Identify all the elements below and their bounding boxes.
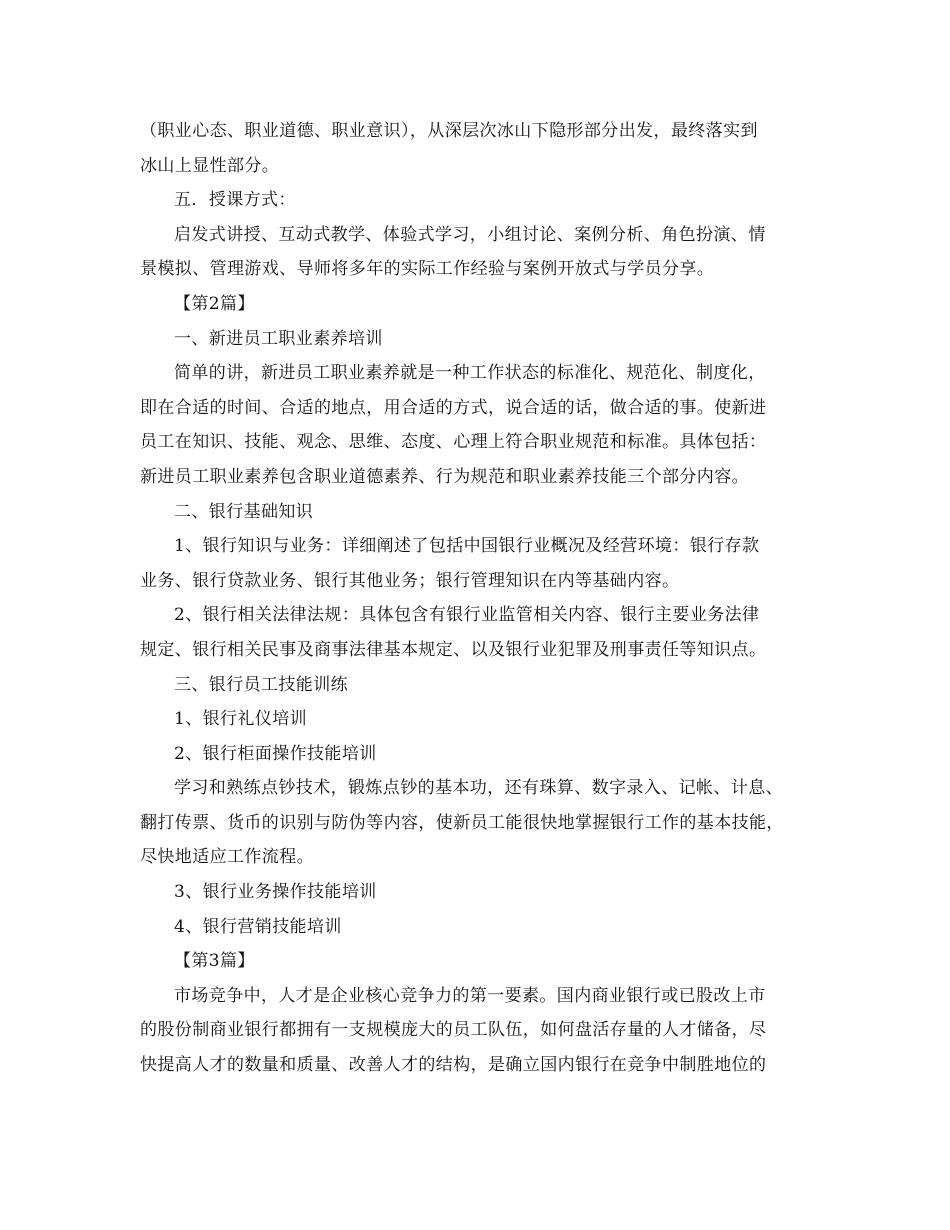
paragraph-line: 快提高人才的数量和质量、改善人才的结构，是确立国内银行在竞争中制胜地位的 (140, 1055, 767, 1076)
paragraph-line: 景模拟、管理游戏、导师将多年的实际工作经验与案例开放式与学员分享。 (140, 259, 715, 280)
paragraph-line: 2、银行相关法律法规：具体包含有银行业监管相关内容、银行主要业务法律 (174, 605, 760, 626)
paragraph-line: 的股份制商业银行都拥有一支规模庞大的员工队伍，如何盘活存量的人才储备，尽 (140, 1020, 767, 1041)
section-marker: 【第3篇】 (174, 951, 255, 972)
section-heading: 五．授课方式： (174, 190, 296, 211)
document-body (140, 114, 830, 1083)
paragraph-line: 简单的讲，新进员工职业素养就是一种工作状态的标准化、规范化、制度化， (174, 363, 766, 384)
paragraph-line: 业务、银行贷款业务、银行其他业务；银行管理知识在内等基础内容。 (140, 570, 680, 591)
paragraph-line: 启发式讲授、互动式教学、体验式学习，小组讨论、案例分析、角色扮演、情 (174, 224, 766, 245)
section-marker: 【第2篇】 (174, 293, 255, 314)
section-heading: 4、银行营销技能培训 (174, 916, 342, 937)
section-heading: 三、银行员工技能训练 (174, 674, 348, 695)
paragraph-line: 尽快地适应工作流程。 (140, 847, 314, 868)
section-heading: 2、银行柜面操作技能培训 (174, 743, 377, 764)
paragraph-line: 学习和熟练点钞技术，锻炼点钞的基本功，还有珠算、数字录入、记帐、计息、 (174, 778, 783, 799)
paragraph-line: 1、银行知识与业务：详细阐述了包括中国银行业概况及经营环境：银行存款 (174, 536, 760, 557)
section-heading: 一、新进员工职业素养培训 (174, 328, 383, 349)
paragraph-line: 市场竞争中，人才是企业核心竞争力的第一要素。国内商业银行或已股改上市 (174, 985, 766, 1006)
paragraph-line: 新进员工职业素养包含职业道德素养、行为规范和职业素养技能三个部分内容。 (140, 466, 749, 487)
paragraph-line: 翻打传票、货币的识别与防伪等内容，使新员工能很快地掌握银行工作的基本技能， (140, 812, 784, 833)
paragraph-line: （职业心态、职业道德、职业意识），从深层次冰山下隐形部分出发，最终落实到 (140, 121, 758, 141)
paragraph-line: 即在合适的时间、合适的地点，用合适的方式，说合适的话，做合适的事。使新进 (140, 397, 767, 418)
section-heading: 3、银行业务操作技能培训 (174, 882, 377, 903)
section-heading: 二、银行基础知识 (174, 501, 314, 522)
paragraph-line: 冰山上显性部分。 (140, 155, 280, 176)
paragraph-line: 规定、银行相关民事及商事法律基本规定、以及银行业犯罪及刑事责任等知识点。 (140, 639, 767, 660)
paragraph-line: 员工在知识、技能、观念、思维、态度、心理上符合职业规范和标准。具体包括： (140, 432, 767, 453)
section-heading: 1、银行礼仪培训 (174, 709, 308, 730)
